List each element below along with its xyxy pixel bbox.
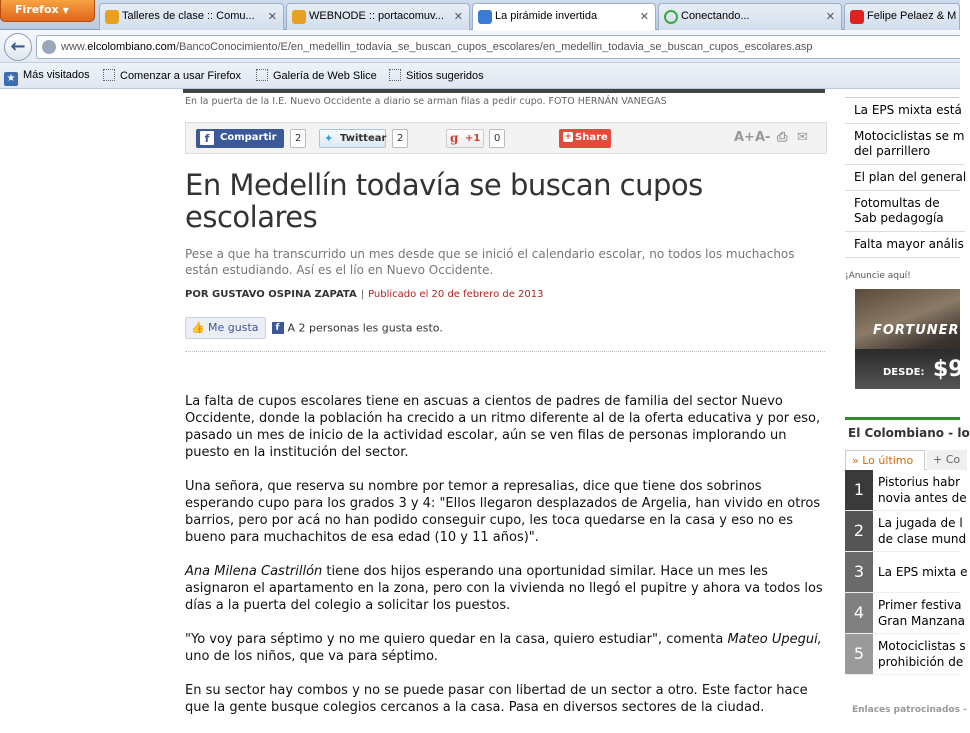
related-link[interactable]: [845, 124, 965, 165]
print-icon[interactable]: ⎙: [777, 130, 788, 145]
google-plus-button[interactable]: [446, 129, 484, 148]
article-paragraph: [185, 631, 830, 665]
ad-price: $9: [933, 357, 964, 382]
most-read-title: El Colombiano - lo: [848, 426, 970, 440]
owl-icon: [105, 10, 119, 24]
chevron-down-icon: ▼: [62, 6, 69, 15]
bookmark-getting-started[interactable]: [103, 69, 241, 82]
close-icon[interactable]: ✕: [639, 11, 649, 23]
related-link-label: Fotomultas de Sab pedagogía: [854, 196, 944, 225]
google-plus-icon: g: [450, 131, 459, 145]
car-advertisement[interactable]: [855, 289, 964, 389]
tab-title: La pirámide invertida: [495, 10, 598, 22]
url-bar[interactable]: [36, 35, 960, 59]
bookmark-label: Comenzar a usar Firefox: [120, 70, 242, 82]
related-link[interactable]: [845, 232, 964, 258]
related-link-label: El plan del general: [854, 170, 967, 184]
url-domain: elcolombiano.com: [87, 41, 176, 53]
bookmarks-star-icon: ★: [4, 72, 18, 86]
ranked-article[interactable]: [845, 593, 965, 634]
ranked-article[interactable]: [845, 470, 967, 511]
most-read-tabs: [845, 450, 960, 470]
facebook-like-bar: [185, 317, 443, 339]
facebook-share-count: 2: [290, 129, 306, 148]
related-link-label: La EPS mixta está: [854, 103, 962, 117]
person-name: Mateo Upegui,: [727, 632, 822, 647]
font-increase-button[interactable]: A+: [734, 130, 755, 145]
article-body: [185, 393, 830, 733]
paragraph-text: uno de los niños, que va para séptimo.: [185, 649, 438, 664]
article-deck: Pese a que ha transcurrido un mes desde que se inició el calendario escolar, no todos los muchachos están estudiando. Así es el lío en Nuevo Occidente.: [185, 247, 795, 277]
article-paragraph: [185, 682, 830, 716]
tab-mas[interactable]: + Co: [927, 450, 967, 470]
back-arrow-icon: ←: [10, 36, 26, 57]
twitter-label: Twittear: [340, 133, 387, 144]
paragraph-text: En su sector hay combos y no se puede pasar con libertad de un sector a otro. Este factor hace que la gente busque colegios cercanos a la casa. Pasa en diversos sectores de la ciudad.: [185, 683, 808, 715]
ranked-article-title: Primer festiva Gran Manzana: [878, 598, 965, 628]
related-link-label: Motociclistas se m del parrillero: [854, 129, 965, 158]
facebook-icon: f: [200, 131, 214, 145]
paragraph-text: La falta de cupos escolares tiene en ascuas a cientos de padres de familia del sector Nuevo Occidente, donde la población ha crecido a un ritmo diferente al de la oferta educativa y por eso, pasado un mes de inicio de la actividad escolar, aún se ven filas de personas implorando un puesto en la institución del sector.: [185, 394, 821, 460]
page-left-margin: [0, 89, 175, 720]
related-link-label: Falta mayor anális: [854, 237, 964, 251]
share-button[interactable]: [559, 129, 611, 148]
bookmark-label: Más visitados: [23, 69, 90, 81]
tab-title: Conectando...: [681, 10, 750, 22]
related-link[interactable]: [845, 98, 960, 124]
ranked-article[interactable]: [845, 511, 967, 552]
facebook-icon: f: [272, 322, 284, 334]
email-icon[interactable]: ✉: [797, 130, 808, 145]
page-icon: [389, 69, 401, 81]
like-button[interactable]: [185, 317, 266, 339]
sponsored-links-label: Enlaces patrocinados -: [852, 705, 967, 715]
bookmark-label: Galería de Web Slice: [273, 70, 377, 82]
photo-caption: En la puerta de la I.E. Nuevo Occidente a diario se arman filas a pedir cupo. FOTO HERNÁN VANEGAS: [185, 96, 667, 107]
facebook-share-label: Compartir: [220, 132, 277, 143]
article-paragraph: [185, 563, 830, 614]
youtube-icon: [850, 10, 864, 24]
navigation-bar: [0, 30, 960, 63]
browser-tab[interactable]: [658, 3, 842, 30]
ranked-article-title: La EPS mixta e: [878, 565, 968, 579]
like-count-text: A 2 personas les gusta esto.: [287, 321, 443, 335]
web-page: [0, 89, 970, 720]
tab-title: WEBNODE :: portacomuv...: [309, 10, 444, 22]
ad-label[interactable]: ¡Anuncie aquí!: [845, 271, 911, 281]
paragraph-text: tiene dos hijos esperando una oportunidad similar. Hace un mes les asignaron el apartamento en la zona, pero con la vivienda no llegó el pupitre y ahora va todos los días a la puerta del colegio a solicitar los puestos.: [185, 564, 823, 613]
publish-date: Publicado el 20 de febrero de 2013: [368, 289, 544, 300]
rank-number: 4: [845, 593, 873, 633]
person-name: Ana Milena Castrillón: [185, 564, 323, 579]
puzzle-icon: [478, 10, 492, 24]
article-paragraph: [185, 478, 830, 546]
bookmark-label: Sitios sugeridos: [406, 70, 484, 82]
font-decrease-button[interactable]: A-: [755, 130, 771, 145]
ad-brand: FORTUNER: [873, 323, 960, 338]
close-icon[interactable]: ✕: [825, 11, 835, 23]
site-identity-icon[interactable]: [42, 40, 56, 54]
paragraph-text: "Yo voy para séptimo y no me quiero quedar en la casa, quiero estudiar", comenta: [185, 632, 728, 647]
ad-desde: DESDE:: [883, 367, 925, 378]
plus-icon: +: [564, 132, 572, 142]
browser-tab[interactable]: [844, 3, 960, 30]
ranked-article[interactable]: [845, 552, 968, 593]
browser-tab[interactable]: [286, 3, 470, 30]
related-links-list: [845, 97, 967, 258]
like-button-label: Me gusta: [208, 321, 259, 334]
tab-bar: [0, 0, 960, 30]
bookmarks-bar: [0, 63, 960, 89]
ranked-article[interactable]: [845, 634, 966, 675]
bookmark-web-slice[interactable]: [256, 69, 377, 82]
rank-number: 5: [845, 634, 873, 674]
url-prefix: www.: [61, 41, 88, 53]
ranked-article-title: La jugada de l de clase mund: [878, 516, 967, 546]
owl-icon: [292, 10, 306, 24]
bookmark-suggested-sites[interactable]: [389, 69, 484, 82]
loading-icon: [664, 10, 678, 24]
divider: [185, 351, 825, 352]
author: POR GUSTAVO OSPINA ZAPATA: [185, 289, 357, 300]
related-link[interactable]: [845, 165, 967, 191]
firefox-menu-button[interactable]: [0, 0, 95, 22]
thumbs-up-icon: 👍: [191, 321, 205, 334]
twitter-bird-icon: ✦: [324, 132, 334, 145]
tab-title: Felipe Pelaez & M: [867, 10, 957, 22]
related-link[interactable]: [845, 191, 965, 232]
bookmark-most-visited[interactable]: [4, 69, 90, 86]
twitter-count: 2: [392, 129, 408, 148]
url-path: /BancoConocimiento/E/en_medellin_todavia_se_buscan_cupos_escolares/en_medellin_todavia_se_buscan_cupos_escolares.asp: [175, 41, 813, 53]
paragraph-text: Una señora, que reserva su nombre por temor a represalias, dice que tiene dos sobrinos esperando cupo para los grados 3 y 4: "Ellos llegaron desplazados de Argelia, han vivido en otros barrios, pero por acá no han podido conseguir cupo, les toca quedarse en la casa y eso no es bueno para muchachitos de esa edad (10 y 11 años)".: [185, 479, 821, 545]
rank-number: 1: [845, 470, 873, 510]
close-icon[interactable]: ✕: [453, 11, 463, 23]
most-read-box: [845, 417, 970, 675]
firefox-menu-label: Firefox: [15, 3, 59, 16]
rank-number: 3: [845, 552, 873, 592]
rank-number: 2: [845, 511, 873, 551]
article-headline: En Medellín todavía se buscan cupos escolares: [185, 168, 703, 234]
google-plus-count: 0: [489, 129, 505, 148]
ranked-article-title: Pistorius habr novia antes de: [878, 475, 967, 505]
browser-tab-active[interactable]: [472, 3, 656, 30]
facebook-share-button[interactable]: [196, 129, 284, 148]
page-icon: [256, 69, 268, 81]
ranked-article-title: Motociclistas s prohibición de: [878, 639, 966, 669]
google-plus-label: +1: [465, 133, 481, 144]
share-label: Share: [575, 132, 608, 143]
tab-lo-ultimo[interactable]: » Lo último: [845, 450, 925, 470]
browser-tab[interactable]: [99, 3, 284, 30]
byline: [185, 289, 544, 300]
close-icon[interactable]: ✕: [267, 11, 277, 23]
share-toolbar: [185, 122, 827, 154]
tab-title: Talleres de clase :: Comu...: [122, 10, 255, 22]
page-icon: [103, 69, 115, 81]
url-text: [61, 41, 813, 53]
byline-separator: |: [360, 289, 365, 300]
article-photo: [183, 89, 825, 93]
twitter-button[interactable]: [319, 129, 386, 148]
article-paragraph: [185, 393, 830, 461]
back-button[interactable]: [4, 33, 32, 61]
